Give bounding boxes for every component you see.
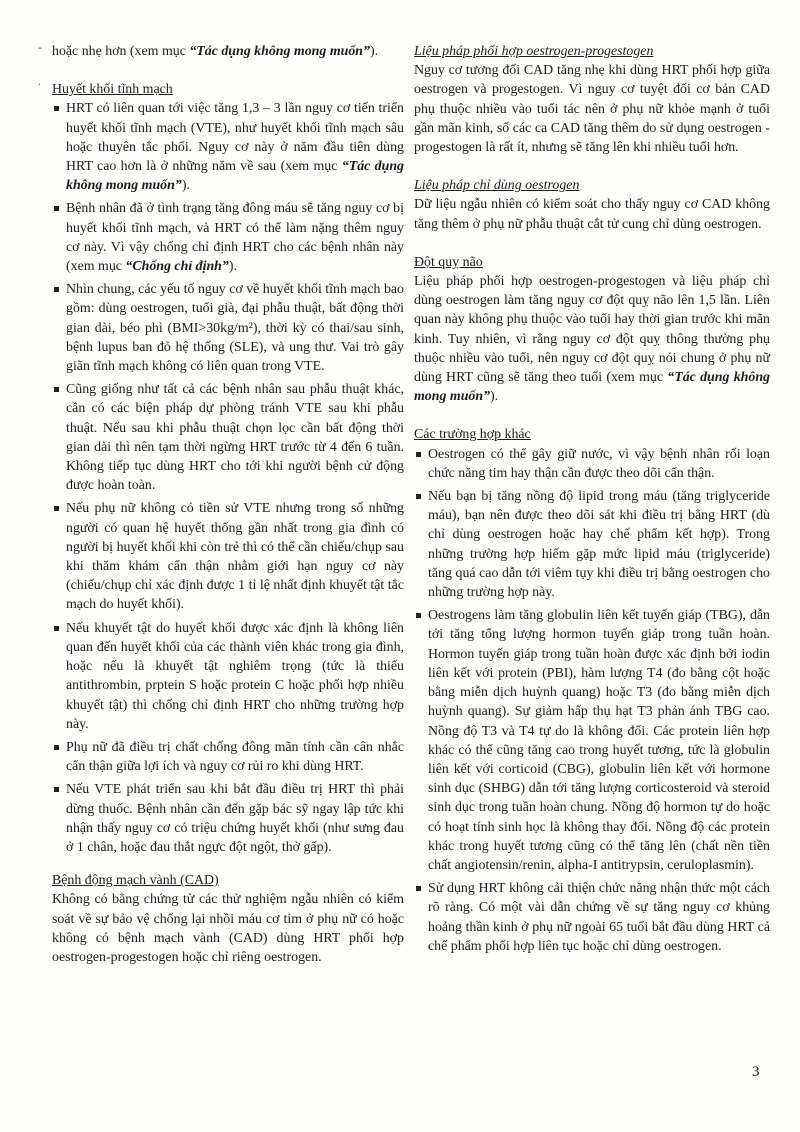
intro-paragraph	[52, 42, 404, 61]
vte-bullet-item	[52, 780, 404, 857]
stroke-text: Liệu pháp phối hợp oestrogen-progestogen và liệu pháp chỉ dùng oestrogen làm tăng nguy cơ đột quỵ não lên 1,5 lần. Liên quan này không phụ thuộc vào tuổi hay thời gian trước khi mãn kinh. Tuy nhiên, vì rằng nguy cơ đột quỵ thông thường phụ thuộc nhiều vào tuổi, nên nguy cơ đột quỵ nói chung ở phụ nữ dùng HRT cũng sẽ tăng theo tuổi (xem mục	[414, 274, 770, 386]
other-cases-bullet-item: Nếu bạn bị tăng nồng độ lipid trong máu (tăng triglyceride máu), bạn nên được theo dõi sát khi điều trị bằng HRT (dù chỉ dùng oestrogen hoặc hay chế phẩm kết hợp). Trong những trường hợp hiếm gặp mức lipid máu (triglyceride) tăng quá cao dẫn tới viêm tụy khi điều trị bằng oestrogen cho những trường hợp này.	[414, 487, 770, 602]
vte-bullet-item	[52, 99, 404, 195]
other-cases-bullet-item: Sử dụng HRT không cải thiện chức năng nhận thức một cách rõ ràng. Có một vài dẫn chứng về sự tăng nguy cơ khủng hoảng thần kinh ở phụ nữ ngoài 65 tuổi bắt đầu dùng HRT cả chế phẩm phối hợp liên tục hoặc chỉ dùng oestrogen.	[414, 879, 770, 956]
left-column	[52, 42, 404, 967]
bullet-end: ).	[228, 259, 237, 275]
section-reference: “Tác dụng không mong muốn”	[414, 370, 770, 405]
section-reference: “Tác dụng không mong muốn”	[66, 159, 404, 194]
other-cases-bullet-list	[414, 445, 770, 956]
intro-text: hoặc nhẹ hơn (xem mục	[52, 44, 190, 59]
bullet-end: ).	[181, 178, 190, 194]
bullet-text: Nếu phụ nữ không có tiền sử VTE nhưng trong số những người có quan hệ huyết thống gần nhất trong gia đình có người bị huyết khối khi còn trẻ thì có thể cần chiếu/chụp sau khi thăm khám cẩn thận nhằm giới hạn nguy cơ này (chiếu/chụp chỉ xác định được 1 tỉ lệ nhất định khuyết tật tắc mạch do huyết khối).	[66, 501, 404, 613]
intro-end: ).	[369, 44, 379, 59]
bullet-text: HRT có liên quan tới việc tăng 1,3 – 3 lần nguy cơ tiến triển huyết khối tĩnh mạch (VTE), như huyết khối tĩnh mạch sâu hoặc thuyên tắc phổi. Nguy cơ này ở năm đầu tiên dùng HRT cao hơn là ở những năm về sau (xem mục	[66, 101, 404, 175]
bullet-text: Phụ nữ đã điều trị chất chống đông mãn tính cần cân nhắc cẩn thận giữa lợi ích và nguy cơ rủi ro khi dùng HRT.	[66, 739, 404, 775]
vte-bullet-list	[52, 99, 404, 857]
section-reference: “Tác dụng không mong muốn”	[189, 44, 370, 59]
bullet-text: Bệnh nhân đã ở tình trạng tăng đông máu sẽ tăng nguy cơ bị huyết khối tĩnh mạch, và HRT có thể làm nặng thêm nguy cơ này. Vì vậy chống chỉ định HRT cho các bệnh nhân này (xem mục	[66, 201, 404, 275]
margin-dot-mark: -	[38, 40, 42, 54]
vte-bullet-item	[52, 499, 404, 614]
stroke-end: ).	[490, 389, 499, 405]
bullet-text: Nếu khuyết tật do huyết khối được xác định là không liên quan đến huyết khối của các thành viên khác trong gia đình, hoặc nếu là khuyết tật nghiêm trọng (tức là thiếu antithrombin, prptein S hoặc protein C hoặc phối hợp nhiều khuyết tật) thì chống chỉ định HRT cho những trường hợp này.	[66, 620, 404, 732]
margin-dot-mark: .	[38, 74, 41, 88]
other-cases-bullet-item: Oestrogen có thể gây giữ nước, vì vậy bệnh nhân rối loạn chức năng tim hay thận cần được theo dõi cẩn thận.	[414, 445, 770, 483]
section-reference: “Chống chỉ định”	[125, 259, 229, 275]
bullet-text: Nhìn chung, các yếu tố nguy cơ về huyết khối tĩnh mạch bao gồm: dùng oestrogen, tuổi già, đại phẫu thuật, bất động thời gian dài, béo phì (BMI>30kg/m²), thời kỳ có thai/sau sinh, bệnh lupus ban đỏ hệ thống (SLE), và ung thư. Vai trò gây giãn tĩnh mạch không có liên quan trong VTE.	[66, 282, 404, 375]
combo-therapy-heading: Liệu pháp phối hợp oestrogen-progestogen	[414, 44, 654, 59]
stroke-heading: Đột quỵ não	[414, 254, 483, 270]
cad-paragraph: Không có bằng chứng từ các thử nghiệm ngẫu nhiên có kiểm soát về sự bảo vệ chống lại nhồi máu cơ tim ở phụ nữ có hoặc không có bệnh mạch vành (CAD) dùng HRT phối hợp oestrogen-progestogen hoặc chỉ riêng oestrogen.	[52, 892, 404, 965]
stroke-paragraph	[414, 272, 770, 406]
bullet-text: Cũng giống như tất cả các bệnh nhân sau phẫu thuật khác, cần có các biện pháp dự phòng tránh VTE sau khi phẫu thuật. Nếu sau khi phẫu thuật chọn lọc cần bất động thời gian dài thì nên tạm thời ngừng HRT trước từ 4 đến 6 tuần. Không tiếp tục dùng HRT cho tới khi người bệnh cử động được hoàn toàn.	[66, 382, 404, 494]
vte-bullet-item	[52, 380, 404, 495]
other-cases-heading: Các trường hợp khác	[414, 427, 531, 443]
estrogen-only-heading: Liệu pháp chỉ dùng oestrogen	[414, 178, 580, 194]
vte-heading: Huyết khối tĩnh mạch	[52, 82, 173, 98]
bullet-text: Nếu VTE phát triển sau khi bắt đầu điều trị HRT thì phải dừng thuốc. Bệnh nhân cần đến gặp bác sỹ ngay lập tức khi nhận thấy nguy cơ có triệu chứng huyết khối (như sưng đau ở 1 chân, hoặc đau thắt ngực đột ngột, thở gấp).	[66, 782, 404, 855]
vte-bullet-item	[52, 280, 404, 376]
estrogen-only-paragraph: Dữ liệu ngẫu nhiên có kiểm soát cho thấy nguy cơ CAD không tăng thêm ở phụ nữ phẫu thuật cắt tử cung chỉ dùng oestrogen.	[414, 197, 770, 232]
vte-bullet-item	[52, 619, 404, 734]
page-number: 3	[752, 1064, 760, 1080]
right-column	[414, 42, 770, 960]
vte-bullet-item	[52, 199, 404, 276]
combo-therapy-paragraph: Nguy cơ tương đối CAD tăng nhẹ khi dùng HRT phối hợp giữa oestrogen và progestogen. Vì nguy cơ tuyệt đối cơ bản CAD phụ thuộc nhiều vào tuổi tác nên ở phụ nữ khỏe mạnh ở tuổi gần mãn kinh, số các ca CAD tăng thêm do sử dụng oestrogen - progestogen là rất ít, nhưng sẽ tăng lên khi nhiều tuổi hơn.	[414, 63, 770, 156]
vte-bullet-item	[52, 738, 404, 776]
cad-heading: Bệnh động mạch vành (CAD)	[52, 873, 219, 889]
other-cases-bullet-item: Oestrogens làm tăng globulin liên kết tuyến giáp (TBG), dẫn tới tăng tổng lượng hormon tuyến giáp trong tuần hoàn. Hormon tuyến giáp trong tuần hoàn được xác định bởi iodin liên kết với protein (PBI), hàm lượng T4 (đo bằng cột hoặc bằng miễn dịch huỳnh quang) hoặc T3 (đo bằng miễn dịch huỳnh quang). Sự giảm hấp thụ hạt T3 phản ánh TBG cao. Nồng độ T3 và T4 tự do là không đổi. Các protein liên hợp khác có thể cũng tăng cao trong huyết tương, tức là globulin liên kết với corticoid (CBG), globulin liên kết với hormone sinh dục (SHBG) dẫn tới tăng lượng corticosteroid và steroid sinh dục trong tuần hoàn chung. Nồng độ hormon tự do hoặc có hoạt tính sinh học là không thay đổi. Nồng độ các protein khác trong huyết tương cũng có thể tăng lên (chất nền tiền chất angiotensin/renin, alpha-I antitrypsin, ceruloplasmin).	[414, 606, 770, 875]
